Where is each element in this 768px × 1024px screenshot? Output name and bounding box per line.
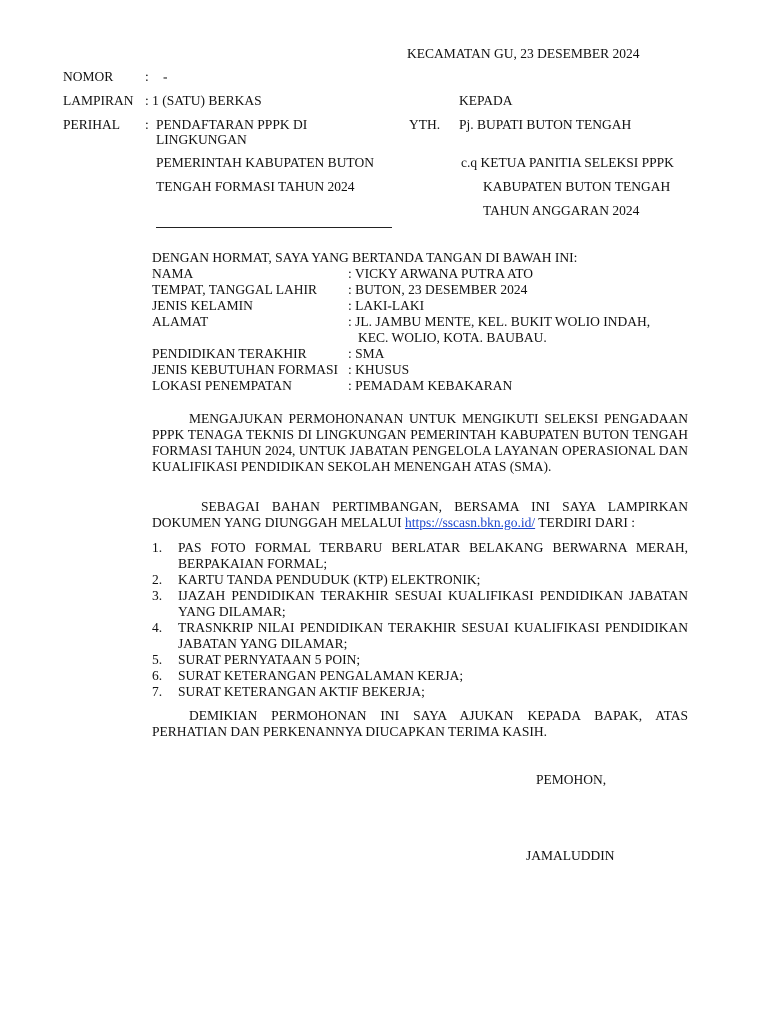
list-item-text: SURAT KETERANGAN PENGALAMAN KERJA; [178,668,464,683]
yth-label: YTH. [409,117,441,132]
attachment-text-before: SEBAGAI BAHAN PERTIMBANGAN, BERSAMA INI SAYA LAMPIRKAN DOKUMEN YANG DIUNGGAH MELALUI [152,499,688,530]
identity-row-pendidikan [152,346,688,362]
attachment-paragraph [152,499,688,531]
nomor-colon: : [145,69,149,84]
nomor-label: NOMOR [63,69,114,84]
identity-value: : BUTON, 23 DESEMBER 2024 [348,282,528,297]
place-date: KECAMATAN GU, 23 DESEMBER 2024 [407,46,640,61]
identity-label: NAMA [152,266,194,281]
identity-value: : LAKI-LAKI [348,298,425,313]
sscasn-link[interactable]: https://sscasn.bkn.go.id/ [404,515,536,530]
list-item-text: KARTU TANDA PENDUDUK (KTP) ELEKTRONIK; [178,572,481,587]
identity-row-alamat-cont [152,330,688,346]
list-item-text: TRASNKRIP NILAI PENDIDIKAN TERAKHIR SESUAI KUALIFIKASI PENDIDIKAN JABATAN YANG DILAMAR; [178,620,688,651]
list-item-number: 1. [152,540,163,555]
identity-row-formasi [152,362,688,378]
signature-name: JAMALUDDIN [526,848,615,863]
perihal-label: PERIHAL [63,117,120,132]
perihal-line-4: TENGAH FORMASI TAHUN 2024 [156,179,355,194]
identity-row-ttl [152,282,688,298]
list-item [152,540,688,572]
list-item [152,572,688,588]
list-item-number: 2. [152,572,163,587]
identity-row-lokasi [152,378,688,394]
list-item-text: SURAT KETERANGAN AKTIF BEKERJA; [178,684,425,699]
list-item [152,668,688,684]
list-item [152,652,688,668]
lampiran-value: : 1 (SATU) BERKAS [145,93,262,108]
identity-label: PENDIDIKAN TERAKHIR [152,346,307,361]
document-list [152,540,688,700]
identity-row-alamat [152,314,688,330]
recipient-line-1: Pj. BUPATI BUTON TENGAH [459,117,632,132]
identity-row-nama [152,266,688,282]
identity-value: : PEMADAM KEBAKARAN [348,378,513,393]
list-item-number: 7. [152,684,163,699]
list-item-number: 4. [152,620,163,635]
signature-role: PEMOHON, [536,772,607,787]
identity-value: : KHUSUS [348,362,410,377]
kepada-label: KEPADA [459,93,513,108]
identity-label: ALAMAT [152,314,209,329]
list-item-text: IJAZAH PENDIDIKAN TERAKHIR SESUAI KUALIFIKASI PENDIDIKAN JABATAN YANG DILAMAR; [178,588,688,619]
identity-value: : VICKY ARWANA PUTRA ATO [348,266,534,281]
lampiran-label: LAMPIRAN [63,93,134,108]
list-item-number: 6. [152,668,163,683]
list-item [152,684,688,700]
identity-value: KEC. WOLIO, KOTA. BAUBAU. [358,330,547,345]
closing-paragraph: DEMIKIAN PERMOHONAN INI SAYA AJUKAN KEPADA BAPAK, ATAS PERHATIAN DAN PERKENANNYA DIUCAPKAN TERIMA KASIH. [152,708,688,739]
identity-value: : SMA [348,346,385,361]
perihal-colon: : [145,117,149,132]
identity-label: TEMPAT, TANGGAL LAHIR [152,282,318,297]
identity-value: : JL. JAMBU MENTE, KEL. BUKIT WOLIO INDAH, [348,314,651,329]
attachment-text-after: TERDIRI DARI : [535,515,635,530]
identity-row-jenis-kelamin [152,298,688,314]
recipient-line-4: TAHUN ANGGARAN 2024 [483,203,640,218]
list-item-number: 3. [152,588,163,603]
perihal-line-2: LINGKUNGAN [156,132,247,147]
list-item [152,620,688,652]
identity-label: JENIS KELAMIN [152,298,253,313]
list-item-number: 5. [152,652,163,667]
nomor-value: - [163,69,168,84]
recipient-line-2: c.q KETUA PANITIA SELEKSI PPPK [461,155,674,170]
perihal-line-3: PEMERINTAH KABUPATEN BUTON [156,155,374,170]
identity-table [152,266,688,394]
perihal-line-1: PENDAFTARAN PPPK DI [156,117,308,132]
identity-label: JENIS KEBUTUHAN FORMASI [152,362,339,377]
list-item-text: PAS FOTO FORMAL TERBARU BERLATAR BELAKANG BERWARNA MERAH, BERPAKAIAN FORMAL; [178,540,688,571]
perihal-underline [156,227,392,228]
list-item [152,588,688,620]
identity-label: LOKASI PENEMPATAN [152,378,292,393]
greeting: DENGAN HORMAT, SAYA YANG BERTANDA TANGAN DI BAWAH INI: [152,250,578,265]
application-paragraph: MENGAJUKAN PERMOHONANAN UNTUK MENGIKUTI SELEKSI PENGADAAN PPPK TENAGA TEKNIS DI LINGKUNGAN PEMERINTAH KABUPATEN BUTON TENGAH FORMASI TAHUN 2024, UNTUK JABATAN PENGELOLA LAYANAN OPERASIONAL DAN KUALIFIKASI PENDIDIKAN SEKOLAH MENENGAH ATAS (SMA). [152,411,688,474]
recipient-line-3: KABUPATEN BUTON TENGAH [483,179,671,194]
list-item-text: SURAT PERNYATAAN 5 POIN; [178,652,361,667]
